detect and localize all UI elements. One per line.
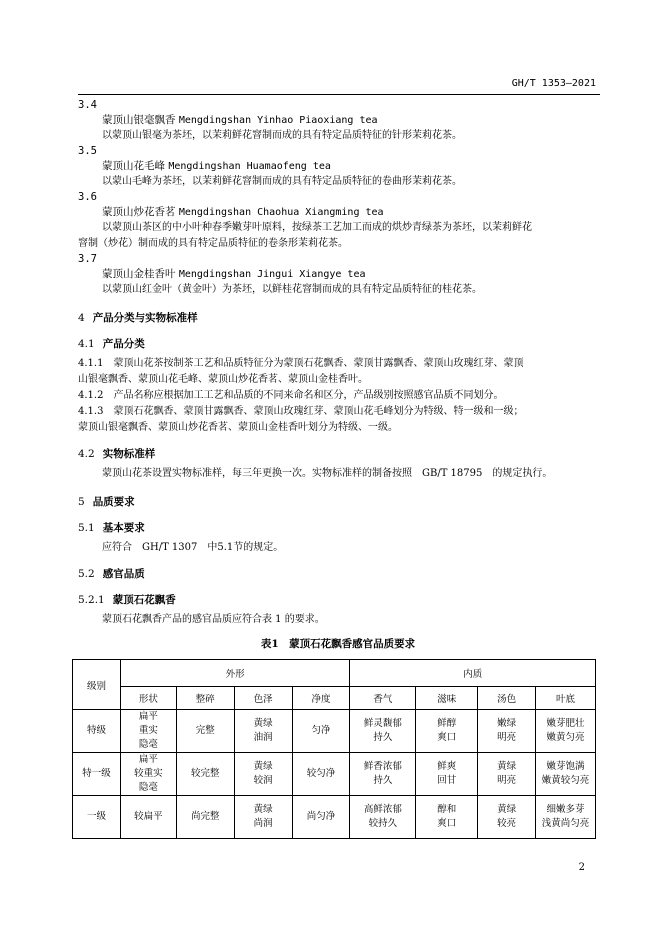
- table-cell: 嫩芽饱满 嫩黄较匀亮: [536, 753, 596, 796]
- table-cell: 细嫩多芽 浅黄尚匀亮: [536, 796, 596, 839]
- table-cell: 扁平 重实 隐毫: [120, 710, 176, 753]
- term-number: 3.4: [78, 99, 97, 111]
- table-cell: 黄绿 尚润: [234, 796, 292, 839]
- column-header: 香气: [350, 687, 416, 710]
- clause-line: 4.1.2 产品名称应根据加工工艺和品质的不同来命名和区分，产品级别按照感官品质不同划分。: [78, 390, 504, 401]
- subsection-number: 5.1: [78, 522, 95, 534]
- table-cell: 鲜醇 爽口: [416, 710, 478, 753]
- term-zh: 蒙顶山花毛峰: [102, 160, 165, 172]
- column-header: 滋味: [416, 687, 478, 710]
- table-cell: 完整: [176, 710, 234, 753]
- table-cell: 扁平 较重实 隐毫: [120, 753, 176, 796]
- term-heading: [78, 113, 598, 128]
- table-row: [73, 710, 596, 753]
- term-heading: [78, 267, 598, 282]
- table-cell: 较匀净: [292, 753, 350, 796]
- column-header: 叶底: [536, 687, 596, 710]
- paragraph: 蒙顶石花飘香产品的感官品质应符合表 1 的要求。: [102, 614, 325, 625]
- table-cell: 高鲜浓郁 较持久: [350, 796, 416, 839]
- column-header: 汤色: [478, 687, 536, 710]
- clause-line: 山银毫飘香、蒙顶山花毛峰、蒙顶山炒花香茗、蒙顶山金桂香叶。: [78, 374, 368, 385]
- subsection-number: 4.2: [78, 448, 95, 460]
- table-cell: 黄绿 明亮: [478, 753, 536, 796]
- table-cell: 尚完整: [176, 796, 234, 839]
- subsection-heading: [78, 566, 598, 582]
- section-number: 4: [78, 312, 85, 324]
- subsection-heading: [78, 336, 598, 352]
- table-cell: 较完整: [176, 753, 234, 796]
- column-header: 色泽: [234, 687, 292, 710]
- term-definition-line: 窨制（炒花）制而成的具有特定品质特征的卷条形茉莉花茶。: [78, 238, 348, 249]
- subsection-heading: [78, 446, 598, 462]
- table-cell: 鲜爽 回甘: [416, 753, 478, 796]
- subsection-title: 基本要求: [102, 522, 145, 534]
- document-code: GH/T 1353—2021: [511, 78, 596, 89]
- table-cell: 匀净: [292, 710, 350, 753]
- term-zh: 蒙顶山炒花香茗: [102, 206, 176, 218]
- subsubsection-heading: [78, 592, 598, 608]
- subsection-number: 4.1: [78, 338, 95, 350]
- term-definition-line: 以蒙顶山茶区的中小叶种春季嫩芽叶原料，按绿茶工艺加工而成的烘炒青绿茶为茶坯，以茉莉鲜花: [102, 222, 532, 233]
- grade-header: 级别: [73, 660, 121, 710]
- subsection-heading: [78, 520, 598, 536]
- table-cell: 鲜灵馥郁 持久: [350, 710, 416, 753]
- section-heading: [78, 310, 598, 326]
- table-cell: 嫩芽肥壮 嫩黄匀亮: [536, 710, 596, 753]
- external-group-header: 外形: [120, 660, 350, 687]
- paragraph: 应符合 GH/T 1307 中5.1节的规定。: [102, 542, 284, 553]
- internal-group-header: 内质: [350, 660, 596, 687]
- paragraph: 蒙顶山花茶设置实物标准样，每三年更换一次。实物标准样的制备按照 GB/T 18795 的规定执行。: [102, 468, 553, 479]
- grade-cell: 特级: [73, 710, 121, 753]
- term-number: 3.6: [78, 191, 97, 203]
- clause-line: 4.1.1 蒙顶山花茶按制茶工艺和品质特征分为蒙顶石花飘香、蒙顶甘露飘香、蒙顶山玫瑰红芽、蒙顶: [78, 358, 524, 369]
- table-cell: 鲜香浓郁 持久: [350, 753, 416, 796]
- term-en: Mengdingshan Jingui Xiangye tea: [178, 269, 366, 280]
- subsubsection-title: 蒙顶石花飘香: [112, 594, 176, 606]
- column-header: 净度: [292, 687, 350, 710]
- term-number: 3.7: [78, 253, 97, 265]
- section-heading: [78, 494, 598, 510]
- grade-cell: 特一级: [73, 753, 121, 796]
- grade-cell: 一级: [73, 796, 121, 839]
- subsection-title: 感官品质: [102, 568, 145, 580]
- term-definition: 以蒙山毛峰为茶坯，以茉莉鲜花窨制而成的具有特定品质特征的卷曲形茉莉花茶。: [102, 176, 462, 187]
- section-title: 产品分类与实物标准样: [92, 312, 198, 324]
- column-header: 形状: [120, 687, 176, 710]
- table-cell: 尚匀净: [292, 796, 350, 839]
- subsubsection-number: 5.2.1: [78, 594, 105, 606]
- clause-line: 4.1.3 蒙顶石花飘香、蒙顶甘露飘香、蒙顶山玫瑰红芽、蒙顶山花毛峰划分为特级、特一级和一级；: [78, 406, 524, 417]
- table-cell: 嫩绿 明亮: [478, 710, 536, 753]
- term-en: Mengdingshan Yinhao Piaoxiang tea: [178, 115, 378, 126]
- page-content: [78, 98, 598, 839]
- term-heading: [78, 159, 598, 174]
- table-cell: 黄绿 油润: [234, 710, 292, 753]
- page-number: 2: [578, 862, 585, 873]
- term-zh: 蒙顶山银毫飘香: [102, 114, 176, 126]
- table-caption: 表1 蒙顶石花飘香感官品质要求: [260, 638, 416, 650]
- term-en: Mengdingshan Huamaofeng tea: [168, 161, 331, 172]
- clause-line: 蒙顶山银毫飘香、蒙顶山炒花香茗、蒙顶山金桂香叶划分为特级、一级。: [78, 422, 398, 433]
- subsection-title: 产品分类: [102, 338, 145, 350]
- subsection-title: 实物标准样: [102, 448, 156, 460]
- table-cell: 醇和 爽口: [416, 796, 478, 839]
- table-cell: 黄绿 较亮: [478, 796, 536, 839]
- section-number: 5: [78, 496, 85, 508]
- term-definition: 以蒙顶山红金叶（黄金叶）为茶坯，以鲜桂花窨制而成的具有特定品质特征的桂花茶。: [102, 284, 482, 295]
- column-header: 整碎: [176, 687, 234, 710]
- term-zh: 蒙顶山金桂香叶: [102, 268, 176, 280]
- term-definition: 以蒙顶山银毫为茶坯，以茉莉鲜花窨制而成的具有特定品质特征的针形茉莉花茶。: [102, 130, 462, 141]
- term-number: 3.5: [78, 145, 97, 157]
- table-cell: 黄绿 较润: [234, 753, 292, 796]
- table-cell: 较扁平: [120, 796, 176, 839]
- quality-table: [72, 659, 596, 839]
- header-rule: [78, 94, 600, 95]
- subsection-number: 5.2: [78, 568, 95, 580]
- term-heading: [78, 205, 598, 220]
- term-en: Mengdingshan Chaohua Xiangming tea: [178, 207, 384, 218]
- table-row: [73, 796, 596, 839]
- table-row: [73, 753, 596, 796]
- section-title: 品质要求: [92, 496, 135, 508]
